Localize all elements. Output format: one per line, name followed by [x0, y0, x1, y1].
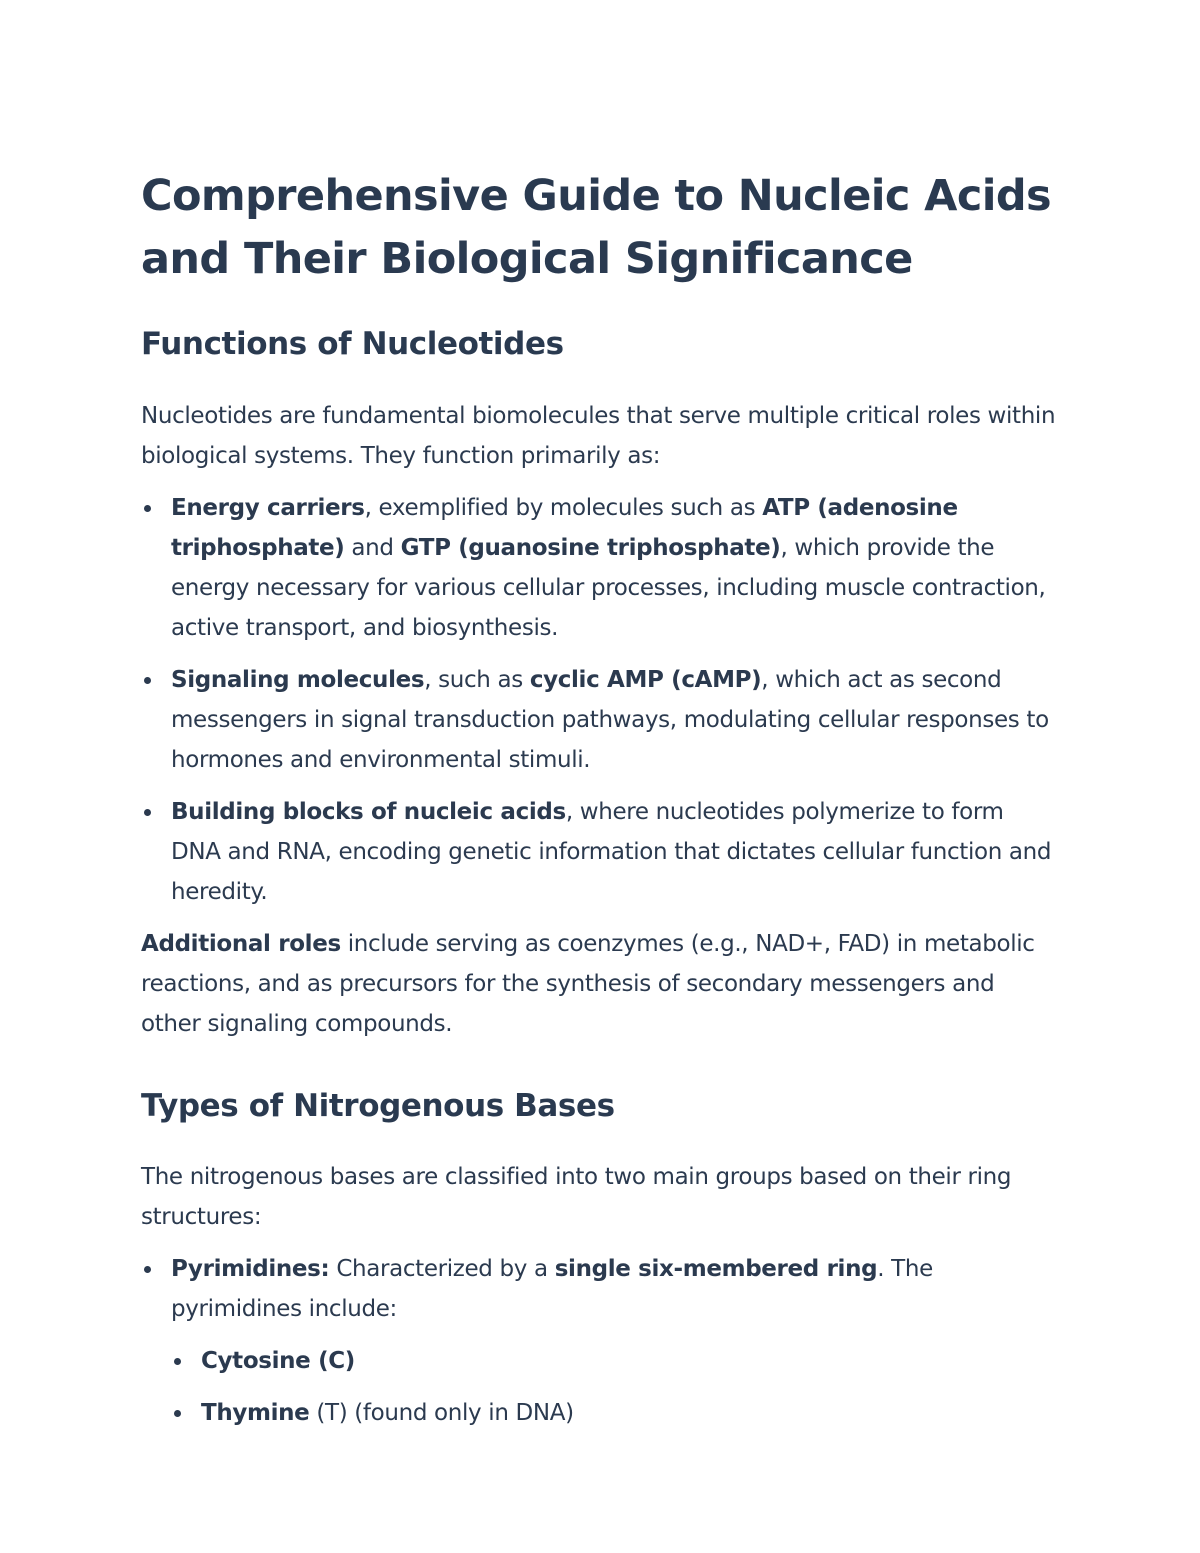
- bold-term: Cytosine (C): [201, 1348, 355, 1374]
- bold-term: Pyrimidines:: [171, 1256, 330, 1282]
- document-title: Comprehensive Guide to Nucleic Acids and Their Biological Significance: [141, 171, 1052, 284]
- nitrogenous-bases-list: [141, 1249, 1060, 1433]
- section-functions-of-nucleotides: [141, 324, 1060, 1044]
- section-heading: Types of Nitrogenous Bases: [141, 1088, 615, 1124]
- item-text: and: [344, 535, 401, 561]
- bold-term: single six-membered ring: [554, 1256, 878, 1282]
- bold-term: Additional roles: [141, 931, 341, 957]
- list-item-building-blocks: [141, 792, 1060, 912]
- list-item-signaling-molecules: [141, 660, 1060, 780]
- item-text: , which act as second messengers in signal transduction pathways, modulating cellular responses to hormones and environmental stimuli.: [171, 667, 1049, 773]
- list-item-pyrimidines: [141, 1249, 1060, 1433]
- section-types-of-nitrogenous-bases: [141, 1086, 1060, 1433]
- list-item-energy-carriers: [141, 488, 1060, 648]
- bold-term: Building blocks of nucleic acids: [171, 799, 566, 825]
- paragraph-text: include serving as coenzymes (e.g., NAD+, FAD) in metabolic reactions, and as precursors for the synthesis of secondary messengers and other signaling compounds.: [141, 931, 1035, 1037]
- nucleotide-functions-list: [141, 488, 1060, 912]
- item-text: , where nucleotides polymerize to form DNA and RNA, encoding genetic information that dictates cellular function and heredity.: [171, 799, 1052, 905]
- section-intro: Nucleotides are fundamental biomolecules that serve multiple critical roles within biological systems. They function primarily as:: [141, 403, 1056, 469]
- bold-term: GTP (guanosine triphosphate): [400, 535, 781, 561]
- item-text: , which provide the energy necessary for various cellular processes, including muscle contraction, active transport, and biosynthesis.: [171, 535, 1046, 641]
- item-text: , such as: [424, 667, 530, 693]
- bold-term: cyclic AMP (cAMP): [529, 667, 762, 693]
- bold-term: Energy carriers: [171, 495, 365, 521]
- pyrimidines-sublist: [171, 1341, 1060, 1433]
- section-heading: Functions of Nucleotides: [141, 326, 564, 362]
- sublist-item-thymine: [171, 1393, 1060, 1433]
- sublist-item-cytosine: [171, 1341, 1060, 1381]
- bold-term: Thymine: [201, 1400, 310, 1426]
- bold-term: ATP (adenosine triphosphate): [171, 495, 958, 561]
- item-text: (T) (found only in DNA): [309, 1400, 574, 1426]
- bold-term: Signaling molecules: [171, 667, 425, 693]
- additional-roles-paragraph: [141, 924, 1060, 1044]
- item-text: , exemplified by molecules such as: [364, 495, 763, 521]
- section-intro: The nitrogenous bases are classified into two main groups based on their ring structures:: [141, 1164, 1012, 1230]
- item-text: Characterized by a: [329, 1256, 555, 1282]
- item-text: . The pyrimidines include:: [171, 1256, 933, 1322]
